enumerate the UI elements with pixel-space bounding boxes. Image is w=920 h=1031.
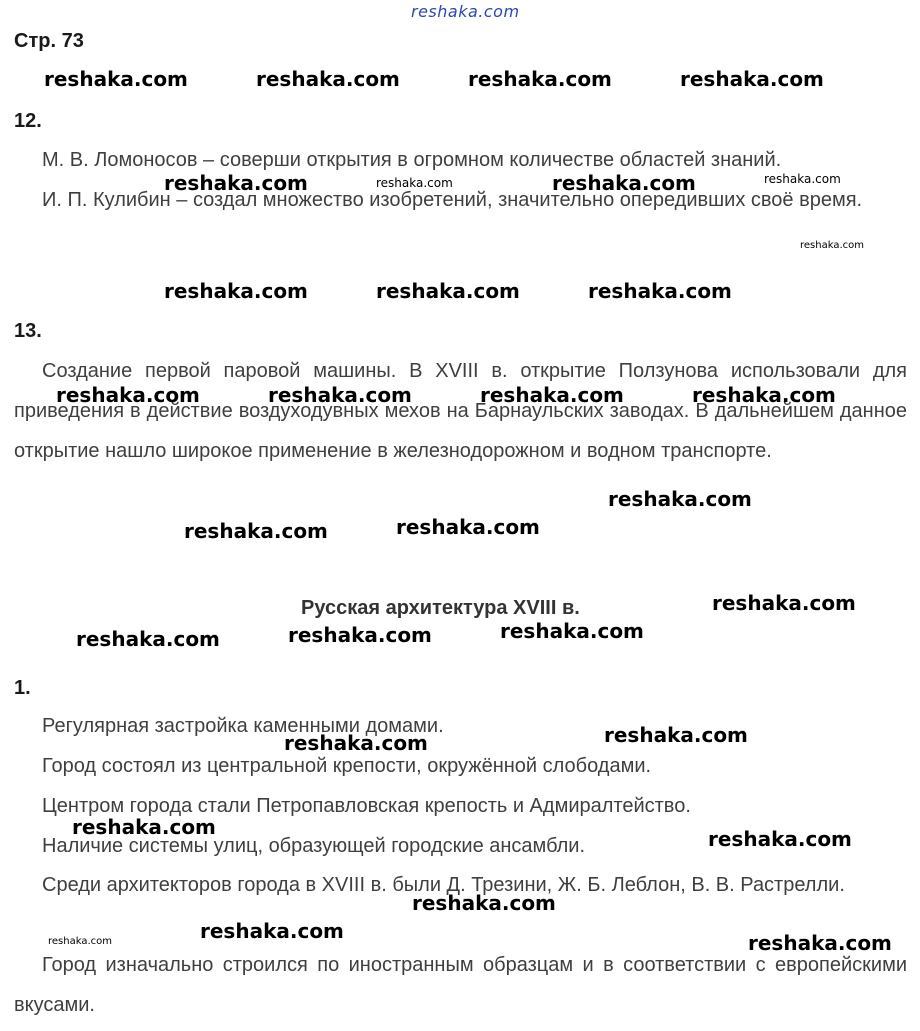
watermark: reshaka.com	[288, 623, 432, 647]
watermark: reshaka.com	[284, 731, 428, 755]
task-number-13: 13.	[14, 320, 42, 342]
watermark: reshaka.com	[44, 67, 188, 91]
architecture-item-1: Регулярная застройка каменными домами.	[42, 715, 444, 737]
watermark-small: reshaka.com	[764, 172, 841, 186]
watermark: reshaka.com	[608, 487, 752, 511]
watermark: reshaka.com	[748, 931, 892, 955]
section-title: Русская архитектура XVIII в.	[301, 597, 580, 619]
section-task-number-1: 1.	[14, 677, 31, 699]
architecture-item-4: Наличие системы улиц, образующей городские ансамбли.	[42, 835, 586, 857]
task-number-12: 12.	[14, 110, 42, 132]
watermark: reshaka.com	[56, 383, 200, 407]
watermark: reshaka.com	[708, 827, 852, 851]
architecture-item-2: Город состоял из центральной крепости, окружённой слободами.	[42, 755, 652, 777]
watermark: reshaka.com	[412, 891, 556, 915]
watermark: reshaka.com	[692, 383, 836, 407]
watermark: reshaka.com	[604, 723, 748, 747]
task-12-paragraph-1: М. В. Ломоносов – соверши открытия в огромном количестве областей знаний.	[42, 149, 782, 171]
task-12-paragraph-2: И. П. Кулибин – создал множество изобретений, значительно опередивших своё время.	[42, 189, 863, 211]
watermark: reshaka.com	[268, 383, 412, 407]
watermark: reshaka.com	[712, 591, 856, 615]
watermark-small: reshaka.com	[800, 240, 864, 251]
watermark: reshaka.com	[552, 171, 696, 195]
watermark: reshaka.com	[164, 279, 308, 303]
watermark-small: reshaka.com	[376, 176, 453, 190]
watermark: reshaka.com	[468, 67, 612, 91]
watermark: reshaka.com	[588, 279, 732, 303]
watermark: reshaka.com	[200, 919, 344, 943]
watermark: reshaka.com	[396, 515, 540, 539]
architecture-item-6: Город изначально строился по иностранным образцам и в соответствии с европейскими вкусами.	[14, 954, 907, 1016]
watermark: reshaka.com	[500, 619, 644, 643]
watermark-small: reshaka.com	[48, 936, 112, 947]
watermark: reshaka.com	[72, 815, 216, 839]
watermark: reshaka.com	[184, 519, 328, 543]
watermark: reshaka.com	[680, 67, 824, 91]
watermark-top: reshaka.com	[411, 2, 520, 21]
architecture-item-3: Центром города стали Петропавловская крепость и Адмиралтейство.	[42, 795, 691, 817]
task-13-paragraph-1: Создание первой паровой машины. В XVIII в. открытие Ползунова использовали для приведения в действие воздуходувных мехов на Барнаульских заводах. В дальнейшем данное открытие нашло широкое применение в железнодорожном и водном транспорте.	[14, 360, 907, 462]
watermark: reshaka.com	[256, 67, 400, 91]
architecture-item-5: Среди архитекторов города в XVIII в. были Д. Трезини, Ж. Б. Леблон, В. В. Растрелли.	[42, 874, 845, 896]
watermark: reshaka.com	[480, 383, 624, 407]
watermark: reshaka.com	[376, 279, 520, 303]
watermark: reshaka.com	[164, 171, 308, 195]
page-number: Стр. 73	[14, 30, 84, 52]
watermark: reshaka.com	[76, 627, 220, 651]
